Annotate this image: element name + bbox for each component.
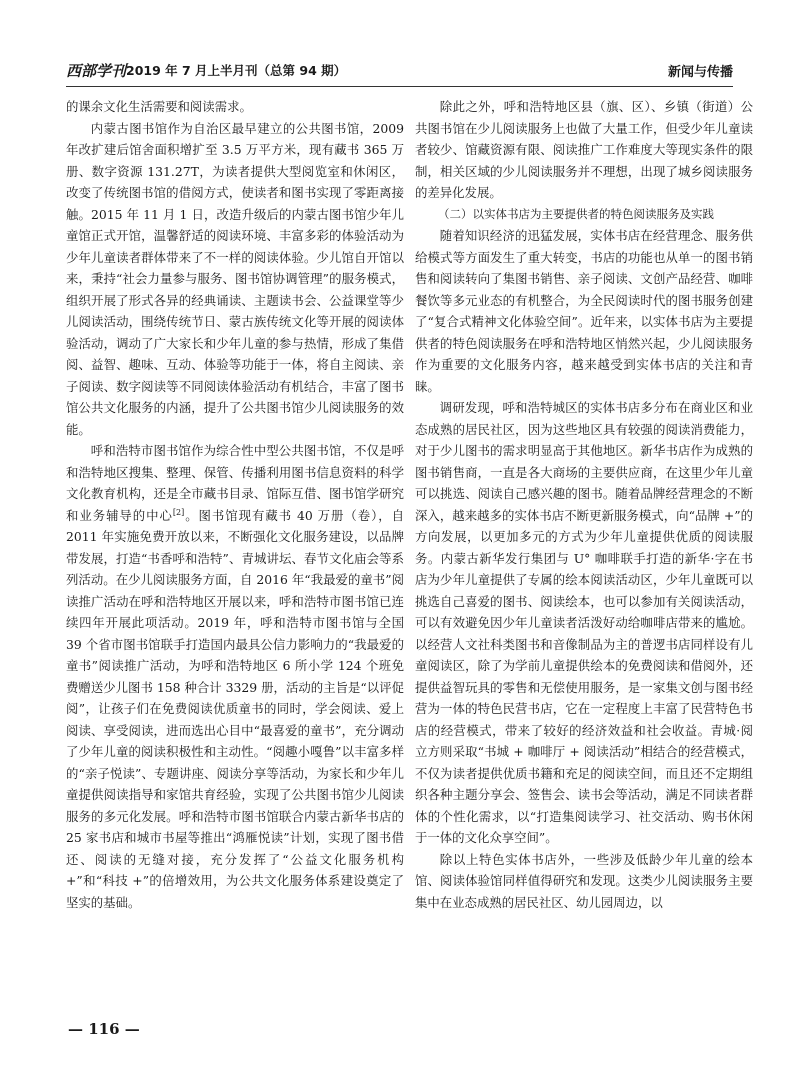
paragraph: 随着知识经济的迅猛发展，实体书店在经营理念、服务供给模式等方面发生了重大转变，书店的功能也从单一的图书销售和阅读转向了集图书销售、亲子阅读、文创产品经营、咖啡餐饮等多元业态的有机整合，为全民阅读时代的图书服务创建了“复合式精神文化体验空间”。近年来，以实体书店为主要提供者的特色阅读服务在呼和浩特地区悄然兴起，少儿阅读服务作为重要的文化服务内容，越来越受到实体书店的关注和青睐。	[415, 228, 753, 394]
paragraph: 的课余文化生活需要和阅读需求。	[66, 99, 252, 114]
journal-logo: 西部学刊	[66, 62, 127, 80]
right-column	[415, 96, 753, 913]
page-header	[66, 58, 733, 87]
section-title: 新闻与传播	[667, 65, 733, 80]
paragraph: 调研发现，呼和浩特城区的实体书店多分布在商业区和业态成熟的居民社区，因为这些地区具有较强的阅读消费能力，对于少儿图书的需求明显高于其他地区。新华书店作为成熟的图书销售商，一直是各大商场的主要供应商，在这里少年儿童可以挑选、阅读自己感兴趣的图书。随着品牌经营理念的不断深入，越来越多的实体书店不断更新服务模式，向“品牌 +”的方向发展，以更加多元的方式为少年儿童提供优质的阅读服务。内蒙古新华发行集团与 U° 咖啡联手打造的新华·字在书店为少年儿童提供了专属的绘本阅读活动区，少年儿童既可以挑选自己喜爱的图书、阅读绘本，也可以参加有关阅读活动，可以有效避免因少年儿童读者活泼好动给咖啡店带来的尴尬。以经营人文社科类图书和音像制品为主的普逻书店同样设有儿童阅读区，除了为学前儿童提供绘本的免费阅读和借阅外，还提供益智玩具的零售和无偿使用服务，是一家集文创与图书经营为一体的特色民营书店，它在一定程度上丰富了民营特色书店的经营模式，带来了较好的经济效益和社会收益。青城·阅立方则采取“书城 + 咖啡厅 + 阅读活动”相结合的经营模式，不仅为读者提供优质书籍和充足的阅读空间，而且还不定期组织各种主题分享会、签售会、读书会等活动，满足不同读者群体的个性化需求，以“打造集阅读学习、社交活动、购书休闲于一体的文化众享空间”。	[415, 400, 753, 845]
paragraph: 除此之外，呼和浩特地区县（旗、区）、乡镇（街道）公共图书馆在少儿阅读服务上也做了大量工作，但受少年儿童读者较少、馆藏资源有限、阅读推广工作难度大等现实条件的限制，相关区域的少儿阅读服务并不理想，出现了城乡阅读服务的差异化发展。	[415, 99, 753, 200]
reference-marker: [2]	[172, 507, 185, 517]
paragraph	[66, 440, 404, 913]
page-number: — 116 —	[68, 1020, 140, 1038]
paragraph: 内蒙古图书馆作为自治区最早建立的公共图书馆，2009 年改扩建后馆舍面积增扩至 3.5 万平方米，现有藏书 365 万册、数字资源 131.27T，为读者提供大型阅览室和休闲区，改变了传统图书馆的借阅方式，使读者和图书实现了零距离接触。2015 年 11 月 1 日，改造升级后的内蒙古图书馆少年儿童馆正式开馆，温馨舒适的阅读环境、丰富多彩的体验活动为少年儿童读者群体带来了不一样的阅读体验。少儿馆自开馆以来，秉持“社会力量参与服务、图书馆协调管理”的服务模式，组织开展了形式各异的经典诵读、主题读书会、公益课堂等少儿阅读活动，围绕传统节日、蒙古族传统文化等开展的阅读体验活动，调动了广大家长和少年儿童的参与热情，形成了集借阅、益智、趣味、互动、体验等功能于一体，将自主阅读、亲子阅读、数字阅读等不同阅读体验活动有机结合，丰富了图书馆公共文化服务的内涵，提升了公共图书馆少儿阅读服务的效能。	[66, 120, 404, 437]
paragraph-text: 呼和浩特市图书馆作为综合性中型公共图书馆，不仅是呼和浩特地区搜集、整理、保管、传播利用图书信息资料的科学文化教育机构，还是全市藏书目录、馆际互借、图书馆学研究和业务辅导的中心	[66, 443, 404, 523]
issue-info: 2019 年 7 月上半月刊（总第 94 期）	[126, 63, 347, 78]
paragraph-text: 。图书馆现有藏书 40 万册（卷），自 2011 年实施免费开放以来，不断强化文化服务建设，以品牌带发展，打造“书香呼和浩特”、青城讲坛、春节文化庙会等系列活动。在少儿阅读服务方面，自 2016 年“我最爱的童书”阅读推广活动在呼和浩特地区开展以来，呼和浩特市图书馆已连续四年开展此项活动。2019 年，呼和浩特市图书馆与全国 39 个省市图书馆联手打造国内最具公信力影响力的“我最爱的童书”阅读推广活动，为呼和浩特地区 6 所小学 124 个班免费赠送少儿图书 158 种合计 3329 册，活动的主旨是“以评促阅”，让孩子们在免费阅读优质童书的同时，学会阅读、爱上阅读、享受阅读，进而选出心目中“最喜爱的童书”，充分调动了少年儿童的阅读积极性和主动性。“阅趣小嘎鲁”以丰富多样的“亲子悦读”、专题讲座、阅读分享等活动，为家长和少年儿童提供阅读指导和家馆共育经验，实现了公共图书馆少儿阅读服务的多元化发展。呼和浩特市图书馆联合内蒙古新华书店的 25 家书店和城市书屋等推出“鸿雁悦读”计划，实现了图书借还、阅读的无缝对接，充分发挥了“公益文化服务机构 +”和“科技 +”的倍增效用，为公共文化服务体系建设奠定了坚实的基础。	[66, 507, 404, 910]
subsection-heading: （二）以实体书店为主要提供者的特色阅读服务及实践	[438, 206, 714, 221]
left-column	[66, 96, 404, 913]
paragraph: 除以上特色实体书店外，一些涉及低龄少年儿童的绘本馆、阅读体验馆同样值得研究和发现。这类少儿阅读服务主要集中在业态成熟的居民社区、幼儿园周边，以	[415, 851, 753, 910]
